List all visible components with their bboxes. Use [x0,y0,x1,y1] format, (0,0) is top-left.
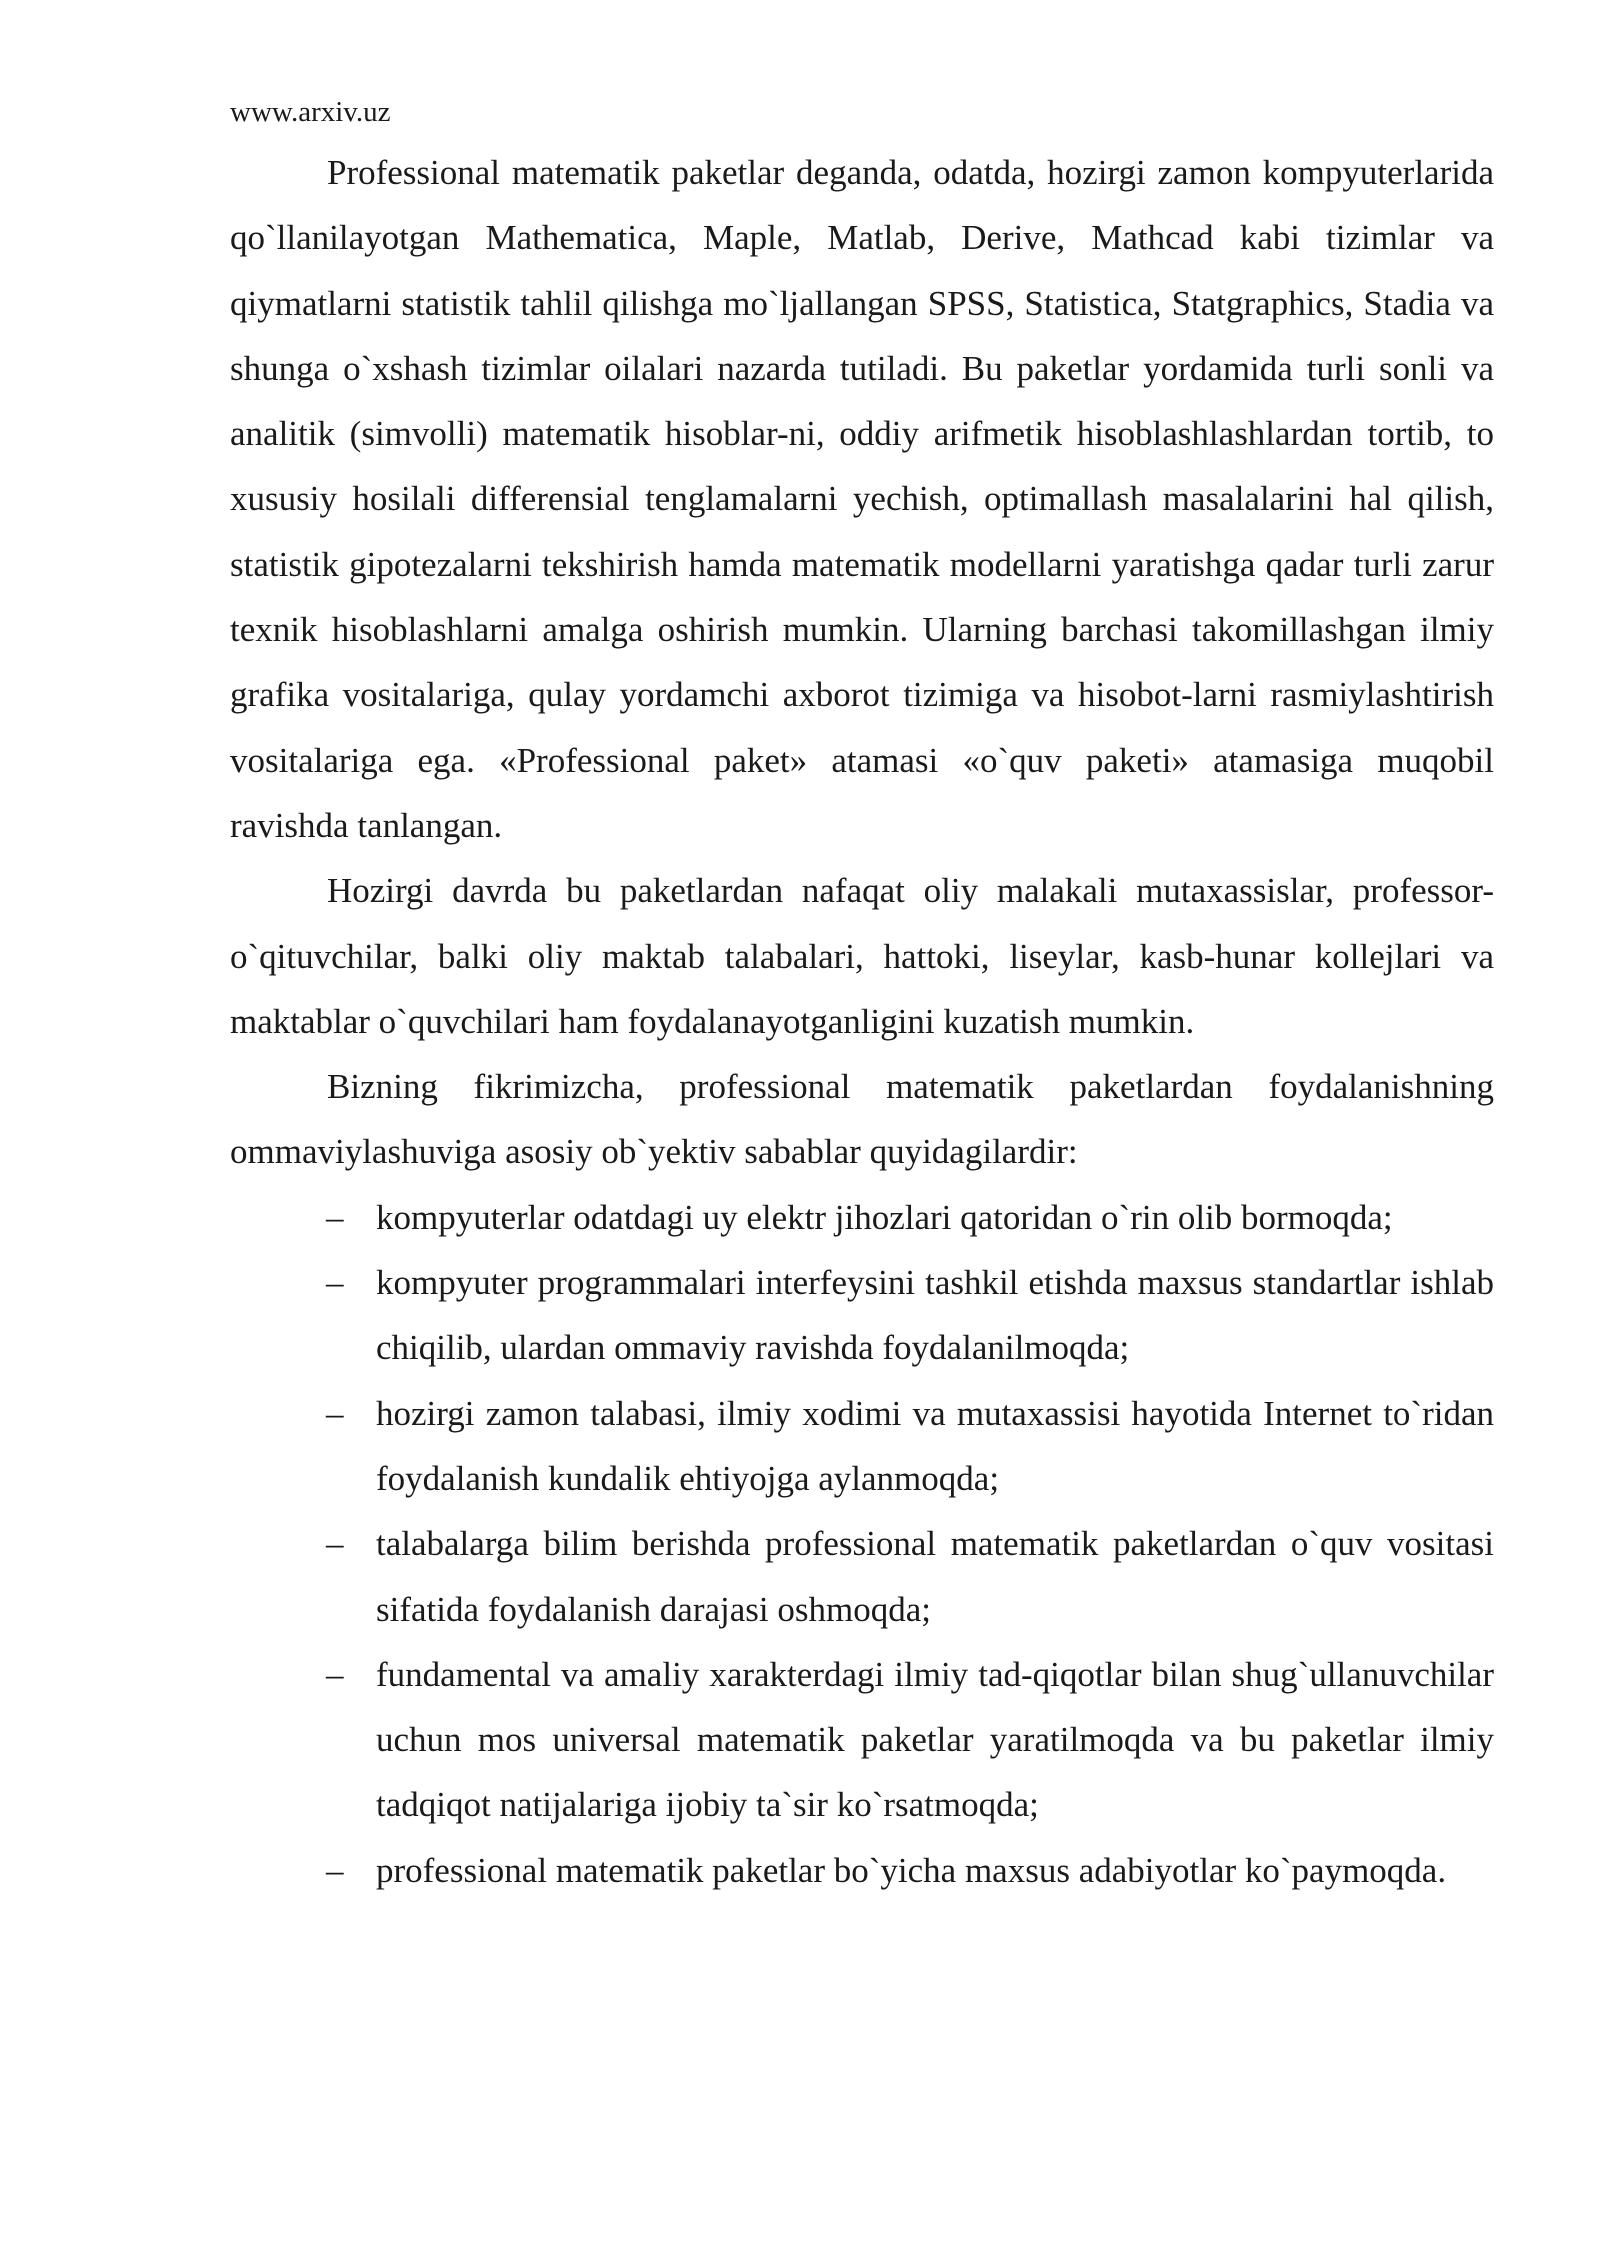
list-item [326,1838,1494,1903]
list-item [326,1381,1494,1512]
dash-marker: – [326,1197,344,1237]
document-page [230,92,1494,1903]
list-item-text: kompyuter programmalari interfeysini tashkil etishda maxsus standartlar ishlab chiqilib, ulardan ommaviy ravishda foydalanilmoqda; [376,1263,1494,1368]
reasons-list [230,1185,1494,1903]
paragraph-reasons-intro: Bizning fikrimizcha, professional matematik paketlardan foydalanishning ommaviylashuviga asosiy ob`yektiv sabablar quyidagilardir: [230,1067,1494,1172]
list-item [326,1250,1494,1381]
paragraph-professional-packages: Professional matematik paketlar deganda, odatda, hozirgi zamon kompyuterlarida qo`llanilayotgan Mathematica, Maple, Matlab, Derive, Mathcad kabi tizimlar va qiymatlarni statistik tahlil qilishga mo`ljallangan SPSS, Statistica, Statgraphics, Stadia va shunga o`xshash tizimlar oilalari nazarda tutiladi. Bu paketlar yordamida turli sonli va analitik (simvolli) matematik hisoblar-ni, oddiy arifmetik hisoblashlashlardan tortib, to xususiy hosilali differensial tenglamalarni yechish, optimallash masalalarini hal qilish, statistik gipotezalarni tekshirish hamda matematik modellarni yaratishga qadar turli zarur texnik hisoblashlarni amalga oshirish mumkin. Ularning barchasi takomillashgan ilmiy grafika vositalariga, qulay yordamchi axborot tizimiga va hisobot-larni rasmiylashtirish vositalariga ega. «Professional paket» atamasi «o`quv paketi» atamasiga muqobil ravishda tanlangan. [230,153,1494,845]
list-item-text: hozirgi zamon talabasi, ilmiy xodimi va mutaxassisi hayotida Internet to`ridan foydalanish kundalik ehtiyojga aylanmoqda; [376,1393,1494,1498]
dash-marker: – [326,1393,344,1433]
list-item [326,1511,1494,1642]
list-item [326,1642,1494,1838]
dash-marker: – [326,1850,344,1890]
list-item [326,1185,1494,1250]
list-item-text: talabalarga bilim berishda professional matematik paketlardan o`quv vositasi sifatida foydalanish darajasi oshmoqda; [376,1524,1494,1629]
site-header: www.arxiv.uz [230,96,391,128]
dash-marker: – [326,1263,344,1303]
list-item-text: fundamental va amaliy xarakterdagi ilmiy tad-qiqotlar bilan shug`ullanuvchilar uchun mos universal matematik paketlar yaratilmoqda va bu paketlar ilmiy tadqiqot natijalariga ijobiy ta`sir ko`rsatmoqda; [376,1654,1494,1825]
list-item-text: kompyuterlar odatdagi uy elektr jihozlari qatoridan o`rin olib bormoqda; [376,1197,1393,1237]
dash-marker: – [326,1654,344,1694]
dash-marker: – [326,1524,344,1564]
list-item-text: professional matematik paketlar bo`yicha maxsus adabiyotlar ko`paymoqda. [376,1850,1447,1890]
paragraph-current-usage: Hozirgi davrda bu paketlardan nafaqat oliy malakali mutaxassislar, professor-o`qituvchilar, balki oliy maktab talabalari, hattoki, liseylar, kasb-hunar kollejlari va maktablar o`quvchilari ham foydalanayotganligini kuzatish mumkin. [230,871,1494,1041]
